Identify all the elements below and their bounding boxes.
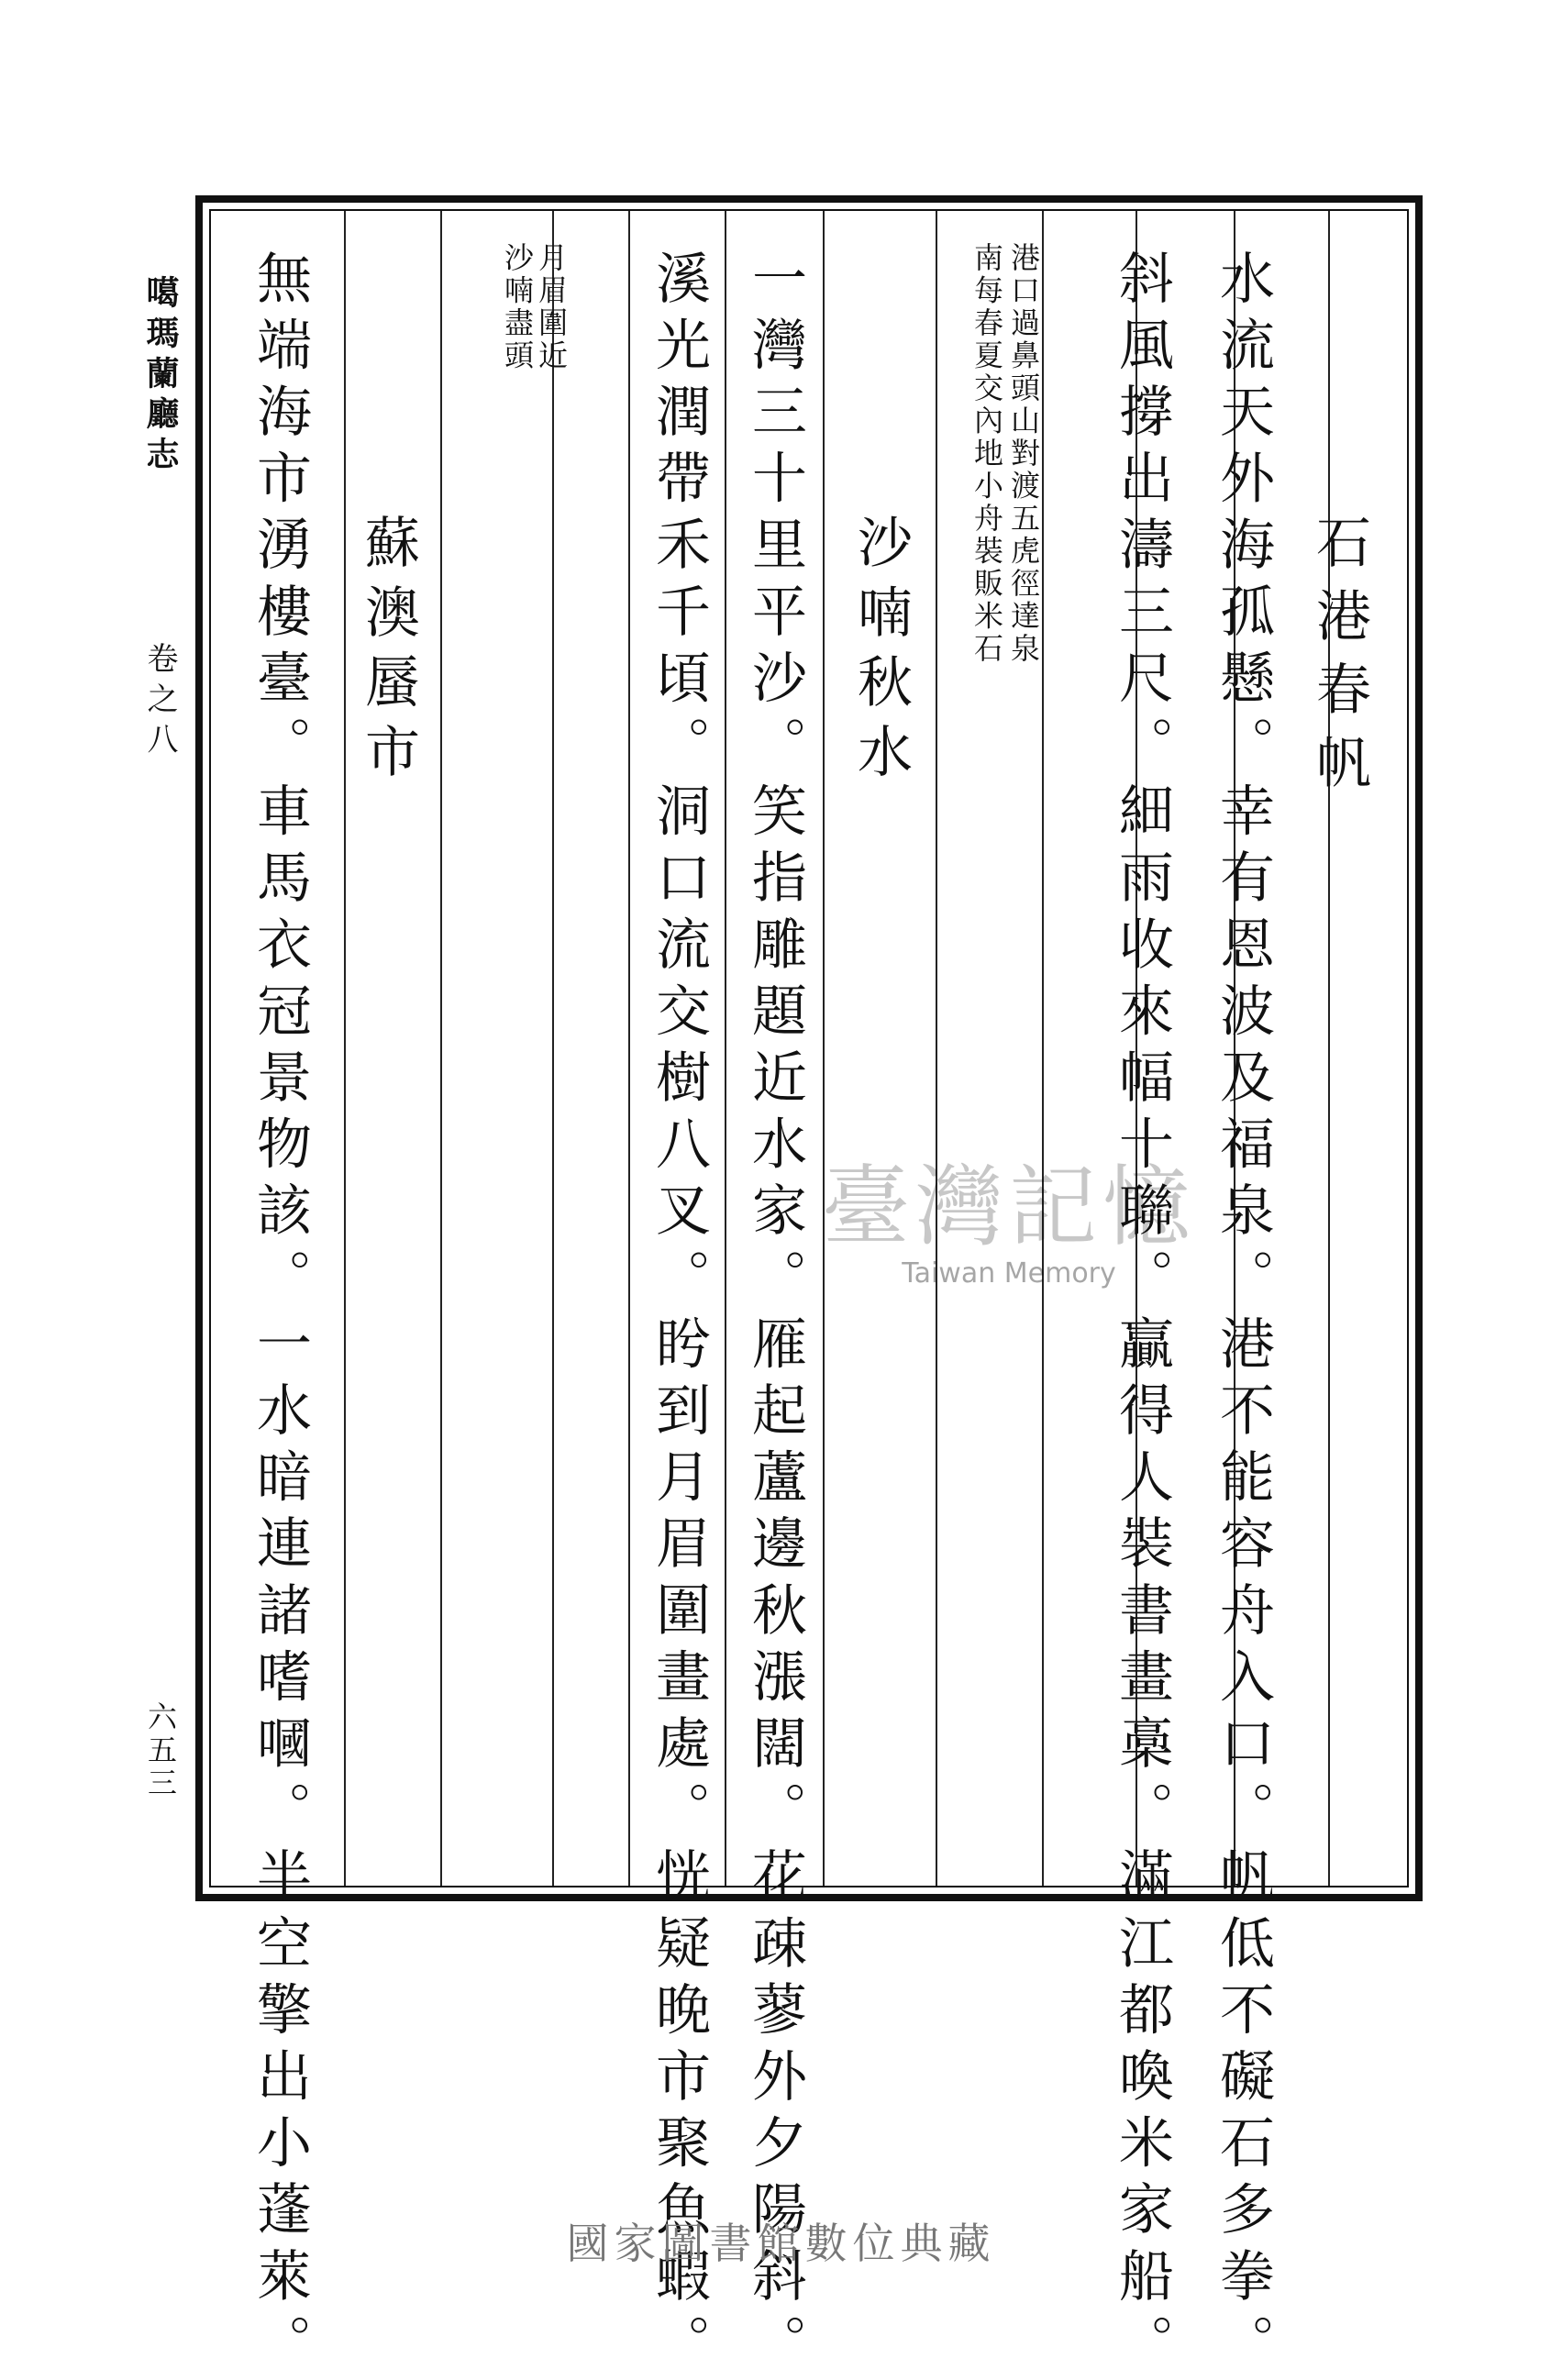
poem-line: 水流天外海孤懸。幸有恩波及福泉。港不能容舟入口。帆低不礙石多拳。 <box>1211 249 1275 2380</box>
poem-note: 港口過鼻頭山對渡五虎徑達泉 <box>1006 242 1041 666</box>
poem-title: 沙喃秋水 <box>848 514 913 792</box>
poem-title: 石港春帆 <box>1307 514 1371 807</box>
book-title: 噶瑪蘭廳志 <box>141 275 180 477</box>
watermark-english: Taiwan Memory <box>902 1257 1116 1290</box>
poem-note: 月眉圍近 <box>534 242 569 372</box>
poem-note: 南每春夏交內地小舟裝販米石 <box>969 242 1004 666</box>
watermark-chinese: 臺灣記憶 <box>822 1156 1196 1258</box>
column-rule <box>628 211 630 1886</box>
poem-line: 無端海市湧樓臺。車馬衣冠景物該。一水暗連諸嗜嘓。半空擎出小蓬萊。 <box>248 249 312 2380</box>
column-rule <box>344 211 346 1886</box>
column-rule <box>440 211 442 1886</box>
column-rule <box>725 211 726 1886</box>
page-number: 六五三 <box>143 1701 178 1800</box>
poem-title: 蘇澳蜃市 <box>356 514 420 792</box>
column-rule <box>552 211 554 1886</box>
column-rule <box>1042 211 1044 1886</box>
volume-label: 卷之八 <box>141 642 178 763</box>
footer-credit: 國家圖書館數位典藏 <box>566 2219 996 2268</box>
column-rule <box>936 211 937 1886</box>
poem-line: 斜風撐出濤三尺。細雨收來幅十聯。贏得人裝書畫槀。滿江都喚米家船。 <box>1110 249 1174 2380</box>
poem-line: 溪光潤帶禾千頃。洞口流交樹八叉。盻到月眉圍畫處。恍疑晚市聚魚蝦。 <box>647 249 711 2380</box>
poem-note: 沙喃盡頭 <box>500 242 535 372</box>
poem-line: 一灣三十里平沙。笑指雕題近水家。雁起蘆邊秋漲闊。花疎蓼外夕陽斜。 <box>743 249 807 2380</box>
column-rule <box>1328 211 1330 1886</box>
column-rule <box>823 211 825 1886</box>
